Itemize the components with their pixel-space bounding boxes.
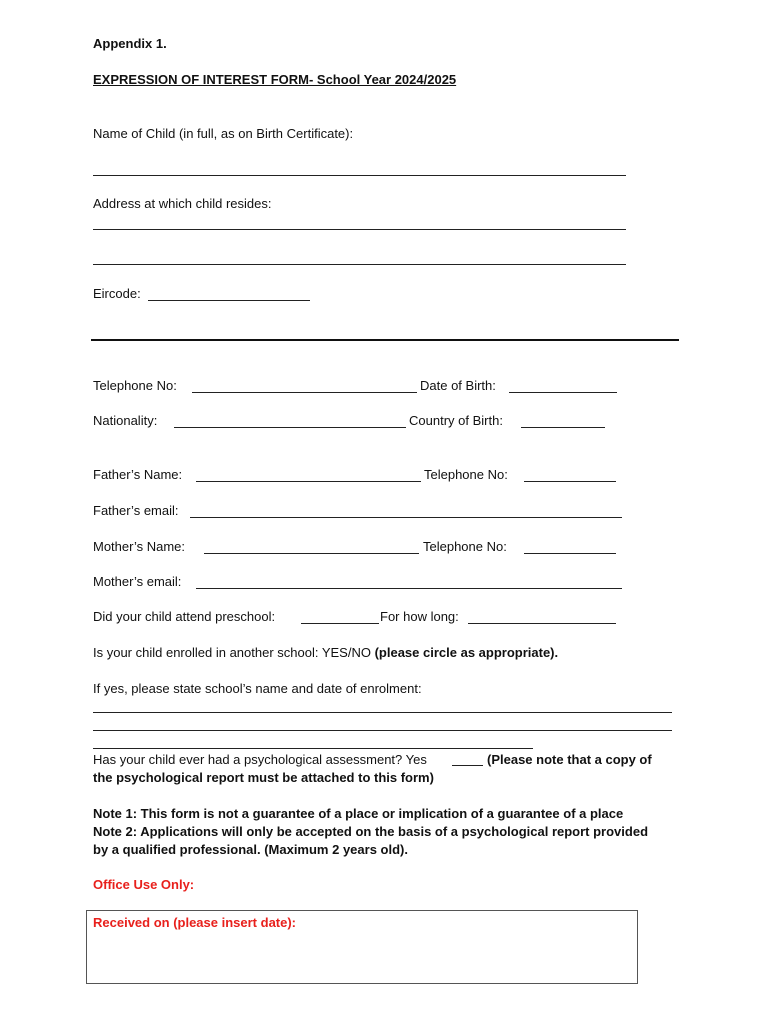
- mother-email-field[interactable]: [196, 588, 622, 589]
- psych-note-2: the psychological report must be attached to this form): [93, 770, 434, 785]
- enrolled-note: (please circle as appropriate).: [374, 645, 559, 660]
- eircode-field[interactable]: [148, 300, 310, 301]
- note-2-line-1: Note 2: Applications will only be accepted on the basis of a psychological report provided: [93, 824, 649, 839]
- enrolled-question: [93, 645, 558, 660]
- child-name-label: Name of Child (in full, as on Birth Certificate):: [93, 126, 354, 141]
- mother-phone-field[interactable]: [524, 553, 616, 554]
- mother-phone-label: Telephone No:: [423, 539, 507, 554]
- nationality-field[interactable]: [174, 427, 406, 428]
- note-1: Note 1: This form is not a guarantee of a place or implication of a guarantee of a place: [93, 806, 624, 821]
- father-phone-field[interactable]: [524, 481, 616, 482]
- telephone-label: Telephone No:: [93, 378, 177, 393]
- father-email-label: Father’s email:: [93, 503, 179, 518]
- office-use-heading: Office Use Only:: [93, 877, 195, 892]
- enrolled-label: Is your child enrolled in another school: YES/NO: [93, 645, 371, 660]
- country-field[interactable]: [521, 427, 605, 428]
- received-on-label: Received on (please insert date):: [93, 915, 297, 930]
- father-name-label: Father’s Name:: [93, 467, 183, 482]
- eircode-label: Eircode:: [93, 286, 141, 301]
- psych-yes-field[interactable]: [452, 765, 483, 766]
- country-label: Country of Birth:: [409, 413, 503, 428]
- how-long-field[interactable]: [468, 623, 616, 624]
- telephone-field[interactable]: [192, 392, 417, 393]
- father-phone-label: Telephone No:: [424, 467, 508, 482]
- dob-label: Date of Birth:: [420, 378, 496, 393]
- father-name-field[interactable]: [196, 481, 421, 482]
- note-2-line-2: by a qualified professional. (Maximum 2 years old).: [93, 842, 408, 857]
- psych-note-1: (Please note that a copy of: [487, 752, 652, 767]
- enrolment-field-line-2[interactable]: [93, 730, 672, 731]
- office-use-box[interactable]: [86, 910, 638, 984]
- form-title: EXPRESSION OF INTEREST FORM- School Year 2024/2025: [93, 72, 457, 87]
- mother-email-label: Mother’s email:: [93, 574, 182, 589]
- child-name-field[interactable]: [93, 175, 626, 176]
- how-long-label: For how long:: [380, 609, 459, 624]
- address-label: Address at which child resides:: [93, 196, 272, 211]
- appendix-label: Appendix 1.: [93, 36, 167, 51]
- if-yes-label: If yes, please state school’s name and date of enrolment:: [93, 681, 422, 696]
- enrolment-field-line-3[interactable]: [93, 748, 533, 749]
- preschool-field[interactable]: [301, 623, 379, 624]
- enrolment-field-line-1[interactable]: [93, 712, 672, 713]
- mother-name-field[interactable]: [204, 553, 419, 554]
- nationality-label: Nationality:: [93, 413, 158, 428]
- father-email-field[interactable]: [190, 517, 622, 518]
- address-field-line-1[interactable]: [93, 229, 626, 230]
- preschool-label: Did your child attend preschool:: [93, 609, 276, 624]
- address-field-line-2[interactable]: [93, 264, 626, 265]
- psych-label: Has your child ever had a psychological assessment? Yes: [93, 752, 427, 767]
- section-divider: [91, 339, 679, 341]
- psych-question: [93, 752, 427, 767]
- mother-name-label: Mother’s Name:: [93, 539, 185, 554]
- dob-field[interactable]: [509, 392, 617, 393]
